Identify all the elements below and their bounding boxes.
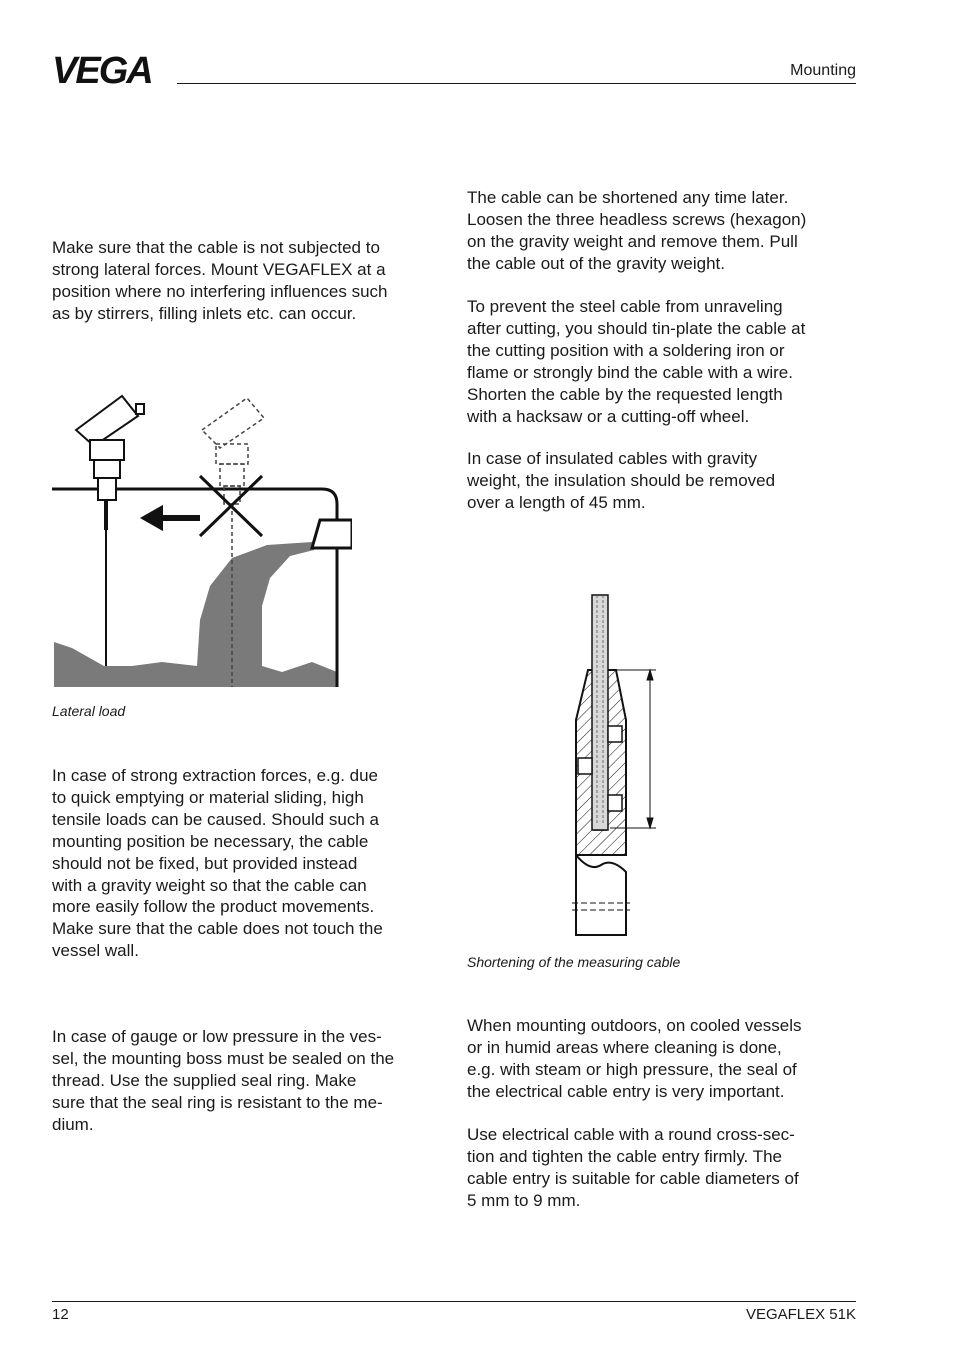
lateral-load-paragraph: Make sure that the cable is not subjected to strong lateral forces. Mount VEGAFLEX at a position where no interfering influences such as by stirrers, filling inlets etc. can occur. [52, 238, 388, 323]
lateral-load-figure [52, 390, 352, 692]
bulk-material-shape [54, 542, 337, 687]
pressure-seal-paragraph: In case of gauge or low pressure in the ves- sel, the mounting boss must be sealed on the thread. Use the supplied seal ring. Make sure that the seal ring is resistant to the me- dium. [52, 1027, 395, 1134]
cable-entry-paragraph: Use electrical cable with a round cross-sec- tion and tighten the cable entry firmly. The cable entry is suitable for cable diameters of 5 mm to 9 mm. [467, 1125, 799, 1210]
header-rule [177, 83, 856, 84]
footer-rule [52, 1301, 856, 1302]
cross-icon [200, 476, 262, 536]
extraction-forces-paragraph: In case of strong extraction forces, e.g. due to quick emptying or material sliding, high tensile loads can be caused. Should such a mounting position be necessary, the cable should not be fixed, but provided instead with a gravity weight so that the cable can more easily follow the product movements. Make sure that the cable does not touch the vessel wall. [52, 766, 383, 961]
page-number: 12 [52, 1306, 69, 1323]
gravity-weight-figure [560, 590, 670, 945]
svg-text:VEGA: VEGA [52, 52, 152, 88]
arrow-left-icon [146, 510, 200, 526]
product-name: VEGAFLEX 51K [745, 1306, 856, 1323]
gravity-weight-lower [576, 855, 626, 935]
shorten-cable-paragraph: The cable can be shortened any time later. Loosen the three headless screws (hexagon) on the gravity weight and remove them. Pull the cable out of the gravity weight. [467, 188, 807, 273]
unraveling-paragraph: To prevent the steel cable from unraveling after cutting, you should tin-plate the cable at the cutting position with a soldering iron or flame or strongly bind the cable with a wire. Shorten the cable by the requested length with a hacksaw or a cutting-off wheel. [467, 297, 806, 426]
insulated-cable-paragraph: In case of insulated cables with gravity weight, the insulation should be removed over a length of 45 mm. [467, 449, 776, 512]
vega-logo [52, 52, 168, 88]
sensor-housing-solid [76, 396, 144, 500]
figure-caption-lateral-load: Lateral load [52, 703, 126, 719]
measuring-cable [592, 595, 608, 830]
filling-inlet [312, 520, 352, 548]
figure-caption-shortening: Shortening of the measuring cable [467, 954, 681, 970]
section-title: Mounting [790, 62, 856, 79]
outdoor-mounting-paragraph: When mounting outdoors, on cooled vessels or in humid areas where cleaning is done, e.g. with steam or high pressure, the seal of the electrical cable entry is very important. [467, 1016, 802, 1101]
